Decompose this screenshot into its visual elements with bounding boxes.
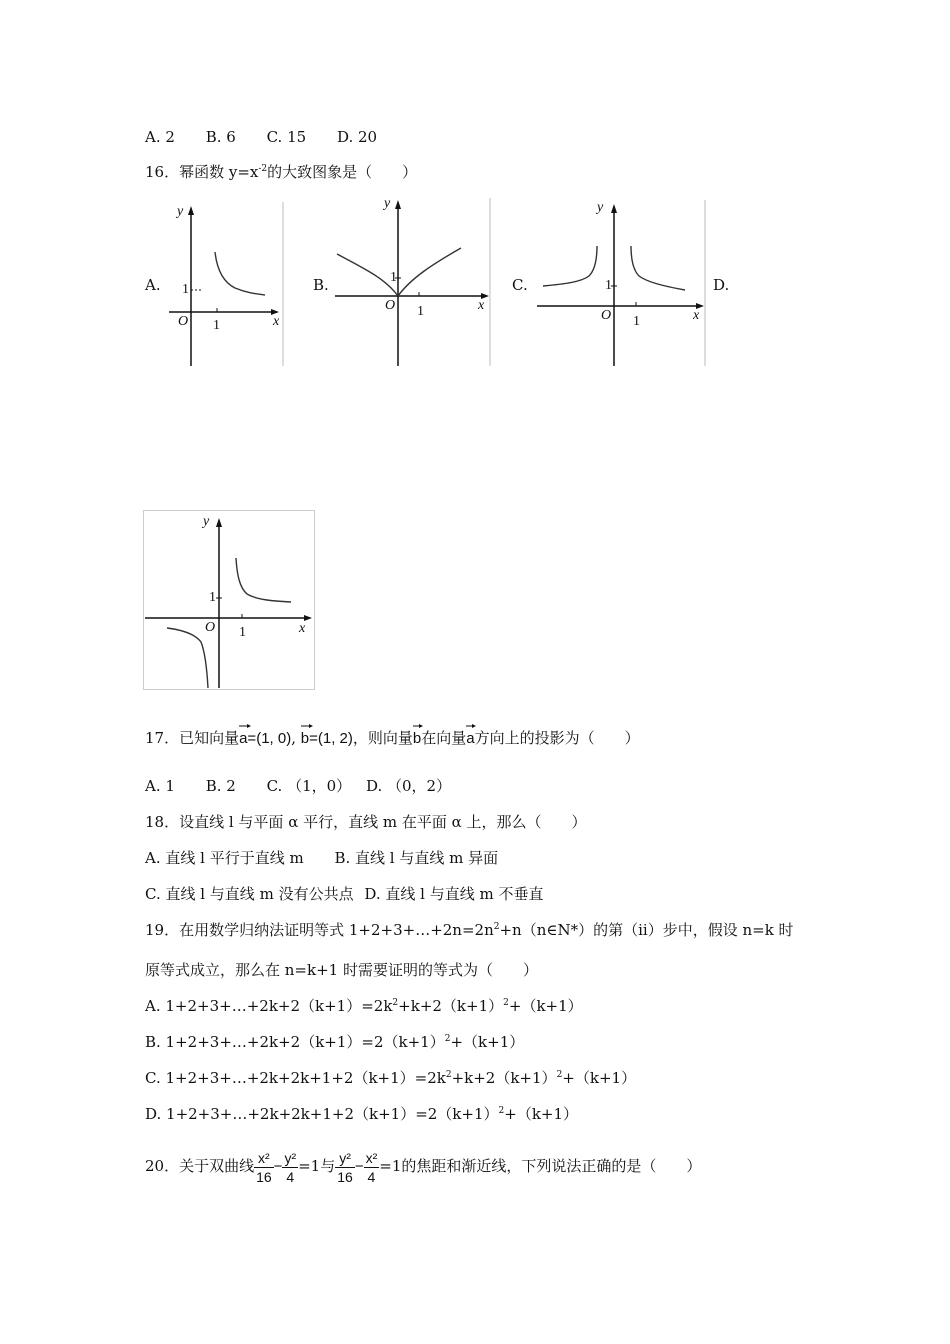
graph-b bbox=[333, 196, 493, 368]
q19-option-c: C. $1+2+3+\dots+2k+2k+1+2(k+1)=2k^2+k+2(k+1)^2+(k+1)$ bbox=[145, 1069, 637, 1087]
graph-d bbox=[143, 510, 315, 690]
graph-c-one-y: 1 bbox=[605, 278, 612, 293]
vector-arrow-icon bbox=[239, 723, 251, 729]
q18-stem: 18．设直线 l 与平面 α 平行，直线 m 在平面 α 上，那么（ ） bbox=[145, 813, 587, 831]
q16-label-a: A. bbox=[145, 276, 161, 294]
q15-option-a: A. 2 bbox=[145, 128, 175, 146]
fraction-y2-16: $\frac{\text{y²}}{16}$ bbox=[337, 1149, 353, 1185]
graph-d-one-x: 1 bbox=[239, 625, 246, 640]
graph-b-one-y: 1 bbox=[390, 270, 397, 285]
graph-a-one-x: 1 bbox=[213, 318, 220, 333]
graph-b-origin: O bbox=[385, 298, 396, 313]
vector-a-symbol: a bbox=[466, 729, 474, 749]
fraction-x2-4: $\frac{\text{x²}}{4}$ bbox=[365, 1149, 378, 1185]
graph-a bbox=[165, 200, 285, 368]
q19-stem-line2: 原等式成立，那么在 n=k+1 时需要证明的等式为（ ） bbox=[145, 961, 538, 979]
fraction-y2-4: $\frac{\text{y²}}{4}$ bbox=[284, 1149, 297, 1185]
q18-option-c: C. 直线 l 与直线 m 没有公共点 bbox=[145, 885, 354, 903]
graph-b-x-label: x bbox=[478, 298, 485, 313]
graph-c-svg bbox=[535, 198, 707, 368]
graph-b-y-label: y bbox=[384, 196, 391, 211]
q16-label-c: C. bbox=[512, 276, 528, 294]
q18-options-row2 bbox=[145, 884, 569, 904]
q19-option-d: D. $1+2+3+\dots+2k+2k+1+2(k+1)=2(k+1)^2+(k+1)$ bbox=[145, 1105, 579, 1123]
q17-option-b: B. 2 bbox=[205, 777, 236, 795]
q18-options-row1 bbox=[145, 848, 524, 868]
graph-d-one-y: 1 bbox=[209, 590, 216, 605]
vector-b-symbol: b bbox=[413, 729, 421, 749]
graph-a-origin: O bbox=[178, 314, 189, 329]
q15-options bbox=[145, 127, 403, 147]
q18-option-d: D. 直线 l 与直线 m 不垂直 bbox=[364, 885, 544, 903]
q17-stem: 17．已知向量 a=(1, 0), b=(1, 2)，则向量 b在向量 a方向上的投影为（ ） bbox=[145, 728, 640, 749]
graph-a-one-y: 1 bbox=[182, 282, 189, 297]
q15-option-c: C. 15 bbox=[266, 128, 307, 146]
q19-option-a: A. $1+2+3+\dots+2k+2(k+1)=2k^2+k+2(k+1)^2+(k+1)$ bbox=[145, 997, 583, 1015]
fraction-x2-16: $\frac{\text{x²}}{16}$ bbox=[256, 1149, 272, 1185]
graph-b-one-x: 1 bbox=[417, 304, 424, 319]
vector-arrow-icon bbox=[413, 723, 423, 729]
q17-option-d: D. （0，2） bbox=[365, 777, 452, 795]
q19-stem-line1: 19．在用数学归纳法证明等式 $1+2+3+\dots+2n=2n^2+n(n\in N*)$的第（ii）步中，假设 n=k 时 bbox=[145, 921, 794, 939]
graph-a-x-label: x bbox=[273, 314, 280, 329]
q15-option-d: D. 20 bbox=[336, 128, 378, 146]
q16-label-d: D. bbox=[713, 276, 730, 294]
q18-option-b: B. 直线 l 与直线 m 异面 bbox=[334, 849, 499, 867]
graph-b-svg bbox=[333, 196, 493, 368]
graph-c-y-label: y bbox=[597, 200, 604, 215]
q16-stem: 16．幂函数 $y=x^{-2}$的大致图象是（ ） bbox=[145, 163, 418, 181]
graph-d-origin: O bbox=[205, 620, 216, 635]
q18-option-a: A. 直线 l 平行于直线 m bbox=[145, 849, 304, 867]
graph-d-y-label: y bbox=[203, 514, 210, 529]
graph-c bbox=[535, 198, 707, 368]
graph-d-x-label: x bbox=[299, 621, 306, 636]
vector-a-definition: a=(1, 0) bbox=[239, 729, 291, 749]
q19-option-b: B. $1+2+3+\dots+2k+2(k+1)=2(k+1)^2+(k+1)$ bbox=[145, 1033, 525, 1051]
vector-arrow-icon bbox=[466, 723, 476, 729]
graph-a-y-label: y bbox=[177, 204, 184, 219]
graph-c-origin: O bbox=[601, 308, 612, 323]
graph-c-one-x: 1 bbox=[633, 314, 640, 329]
vector-arrow-icon bbox=[301, 723, 313, 729]
q17-option-c: C. （1，0） bbox=[266, 777, 352, 795]
graph-c-x-label: x bbox=[693, 308, 700, 323]
q17-options bbox=[145, 776, 477, 796]
q15-option-b: B. 6 bbox=[205, 128, 236, 146]
q16-label-b: B. bbox=[313, 276, 329, 294]
q20-stem: 20．关于双曲线 $\frac{\text{x²}}{16}$ − $\frac{\text{y²}}{4}$ =1与 $\frac{\text{y²}}{16}$ − $\frac{\text{x²}}{4}$ =1的焦距和渐近线，下列说法正确的是（ ） bbox=[145, 1149, 702, 1185]
q17-option-a: A. 1 bbox=[145, 777, 175, 795]
vector-b-definition: b=(1, 2) bbox=[301, 729, 353, 749]
graph-d-svg bbox=[143, 510, 315, 690]
